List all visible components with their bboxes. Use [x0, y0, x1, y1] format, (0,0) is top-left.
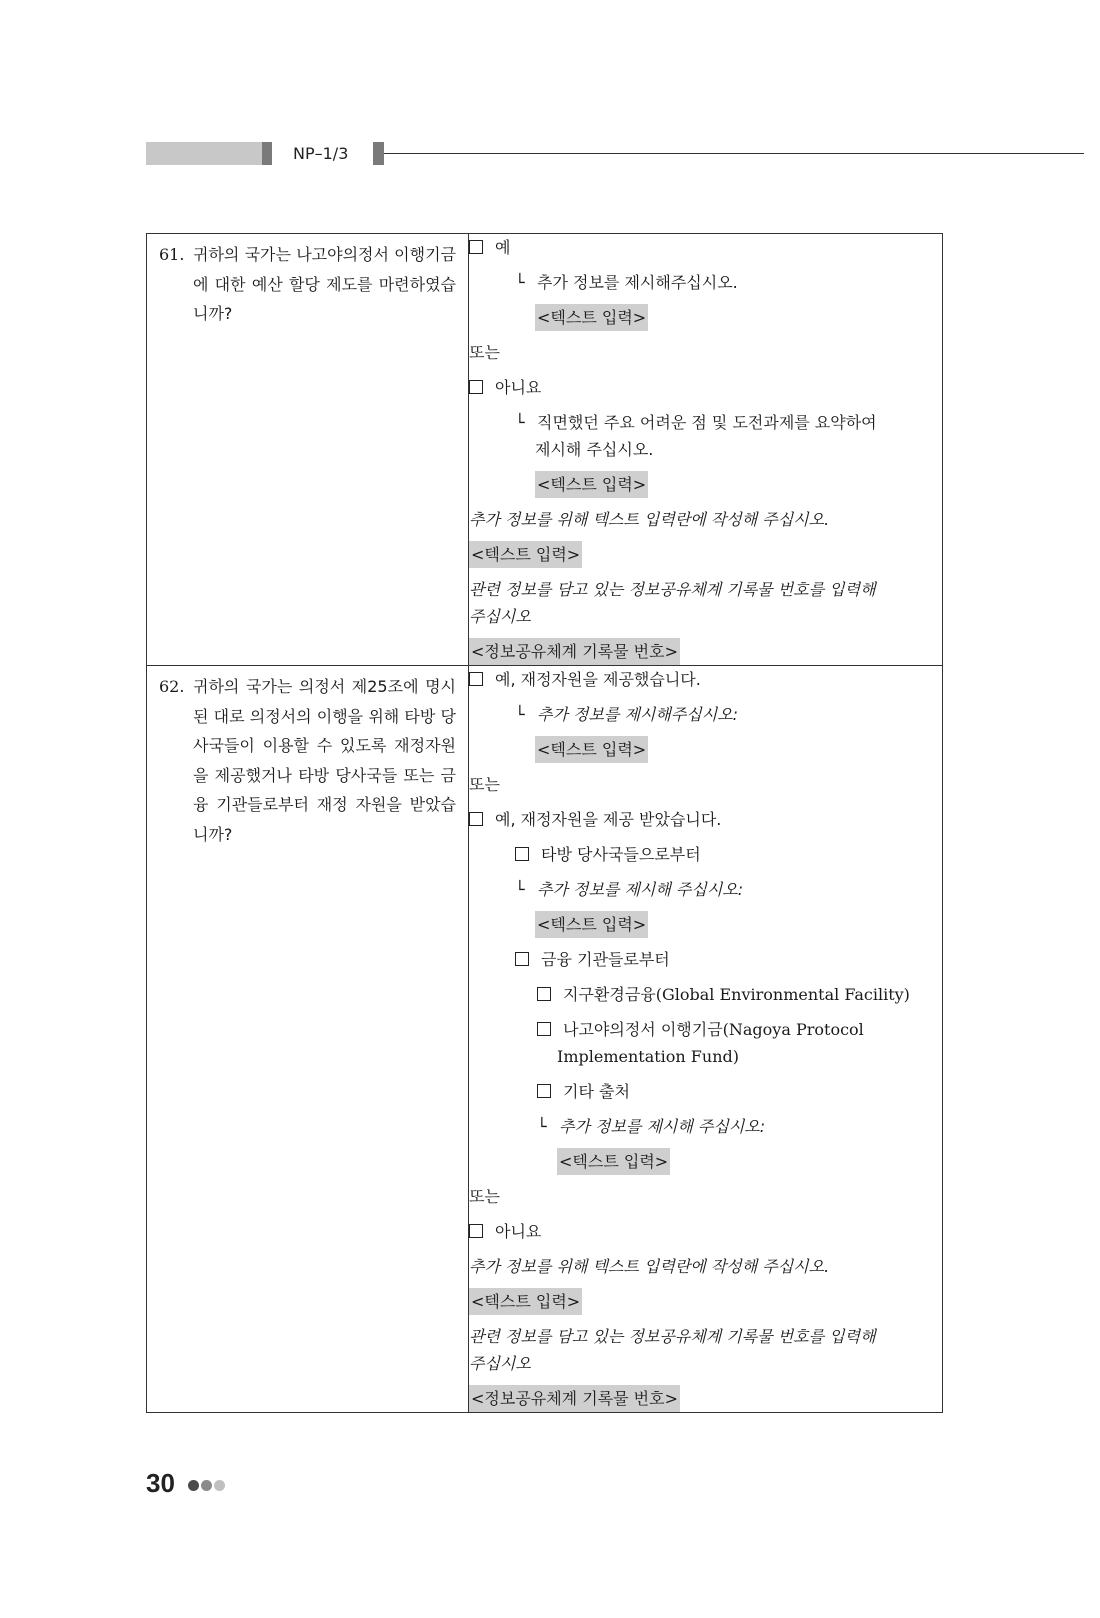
instruction-text: 추가 정보를 제시해 주십시오: [559, 1117, 766, 1136]
record-number-input[interactable]: <정보공유체계 기록물 번호> [469, 638, 680, 665]
page-number: 30 [146, 1468, 175, 1498]
answer-cell-62 [469, 666, 943, 1413]
option-from-parties[interactable] [469, 841, 942, 868]
option-from-institutions[interactable] [469, 946, 942, 973]
text-input-field[interactable]: <텍스트 입력> [535, 736, 648, 763]
header-rule [384, 153, 1084, 154]
checkbox-icon[interactable] [469, 380, 483, 394]
record-number-input[interactable]: <정보공유체계 기록물 번호> [469, 1385, 680, 1412]
branch-arrow-icon: └ [515, 273, 525, 292]
checkbox-icon[interactable] [537, 987, 551, 1001]
page-header [0, 140, 1100, 166]
document-code: NP–1/3 [293, 144, 349, 163]
option-npif[interactable] [469, 1016, 942, 1043]
option-label-cont: Implementation Fund) [557, 1047, 739, 1066]
checkbox-icon[interactable] [515, 952, 529, 966]
option-label: 타방 당사국들으로부터 [541, 845, 701, 864]
instruction-text: 추가 정보를 제시해주십시오: [537, 705, 739, 724]
option-label: 예, 재정자원을 제공했습니다. [495, 670, 701, 689]
checkbox-icon[interactable] [469, 240, 483, 254]
option-label: 아니요 [495, 378, 542, 397]
option-label: 예 [495, 238, 511, 257]
related-record-instruction-cont: 주십시오 [469, 1354, 531, 1373]
page-dots-decoration [188, 1480, 225, 1491]
option-other[interactable] [469, 1078, 942, 1105]
option-label: 아니요 [495, 1222, 542, 1241]
option-yes-received[interactable] [469, 806, 942, 833]
or-separator: 또는 [469, 775, 500, 794]
question-cell-62 [147, 666, 469, 1413]
text-input-field[interactable]: <텍스트 입력> [469, 541, 582, 568]
extra-info-instruction: 추가 정보를 위해 텍스트 입력란에 작성해 주십시오. [469, 1257, 830, 1276]
or-separator: 또는 [469, 343, 500, 362]
related-record-instruction-cont: 주십시오 [469, 607, 531, 626]
header-bar [146, 142, 271, 165]
checkbox-icon[interactable] [515, 847, 529, 861]
dot-icon [201, 1480, 212, 1491]
header-bar-end [262, 142, 272, 165]
question-row-61 [147, 234, 943, 666]
option-no[interactable] [469, 374, 942, 401]
or-separator: 또는 [469, 1187, 500, 1206]
option-label: 나고야의정서 이행기금(Nagoya Protocol [563, 1020, 864, 1039]
text-input-field[interactable]: <텍스트 입력> [469, 1288, 582, 1315]
option-label: 금융 기관들로부터 [541, 950, 670, 969]
question-text: 귀하의 국가는 나고야의정서 이행기금에 대한 예산 할당 제도를 마련하였습니까? [193, 245, 456, 323]
branch-arrow-icon: └ [515, 880, 525, 899]
instruction-text: 추가 정보를 제시해주십시오. [537, 273, 738, 292]
branch-arrow-icon: └ [515, 413, 525, 432]
question-number: 62. [159, 677, 185, 696]
option-yes-provided[interactable] [469, 666, 942, 693]
option-no[interactable] [469, 1218, 942, 1245]
answer-cell-61 [469, 234, 943, 666]
branch-arrow-icon: └ [515, 705, 525, 724]
extra-info-instruction: 추가 정보를 위해 텍스트 입력란에 작성해 주십시오. [469, 510, 830, 529]
branch-arrow-icon: └ [537, 1117, 547, 1136]
instruction-text-cont: 제시해 주십시오. [535, 440, 654, 459]
question-cell-61 [147, 234, 469, 666]
related-record-instruction: 관련 정보를 담고 있는 정보공유체계 기록물 번호를 입력해 [469, 580, 876, 599]
dot-icon [214, 1480, 225, 1491]
checkbox-icon[interactable] [537, 1084, 551, 1098]
text-input-field[interactable]: <텍스트 입력> [557, 1148, 670, 1175]
checkbox-icon[interactable] [469, 672, 483, 686]
text-input-field[interactable]: <텍스트 입력> [535, 911, 648, 938]
option-gef[interactable] [469, 981, 942, 1008]
checkbox-icon[interactable] [537, 1022, 551, 1036]
text-input-field[interactable]: <텍스트 입력> [535, 471, 648, 498]
option-label: 기타 출처 [563, 1082, 630, 1101]
header-marker [373, 142, 384, 165]
text-input-field[interactable]: <텍스트 입력> [535, 304, 648, 331]
option-yes[interactable] [469, 234, 942, 261]
dot-icon [188, 1480, 199, 1491]
checkbox-icon[interactable] [469, 812, 483, 826]
option-label: 지구환경금융(Global Environmental Facility) [563, 985, 910, 1004]
question-number: 61. [159, 245, 185, 264]
checkbox-icon[interactable] [469, 1224, 483, 1238]
option-label: 예, 재정자원을 제공 받았습니다. [495, 810, 722, 829]
questionnaire-table [146, 233, 943, 1413]
question-row-62 [147, 666, 943, 1413]
instruction-text: 직면했던 주요 어려운 점 및 도전과제를 요약하여 [537, 413, 877, 432]
instruction-text: 추가 정보를 제시해 주십시오: [537, 880, 744, 899]
question-text: 귀하의 국가는 의정서 제25조에 명시된 대로 의정서의 이행을 위해 타방 당사국들이 이용할 수 있도록 재정자원을 제공했거나 타방 당사국들 또는 금융 기관들로부터 재정 자원을 받았습니까? [193, 677, 456, 844]
related-record-instruction: 관련 정보를 담고 있는 정보공유체계 기록물 번호를 입력해 [469, 1327, 876, 1346]
